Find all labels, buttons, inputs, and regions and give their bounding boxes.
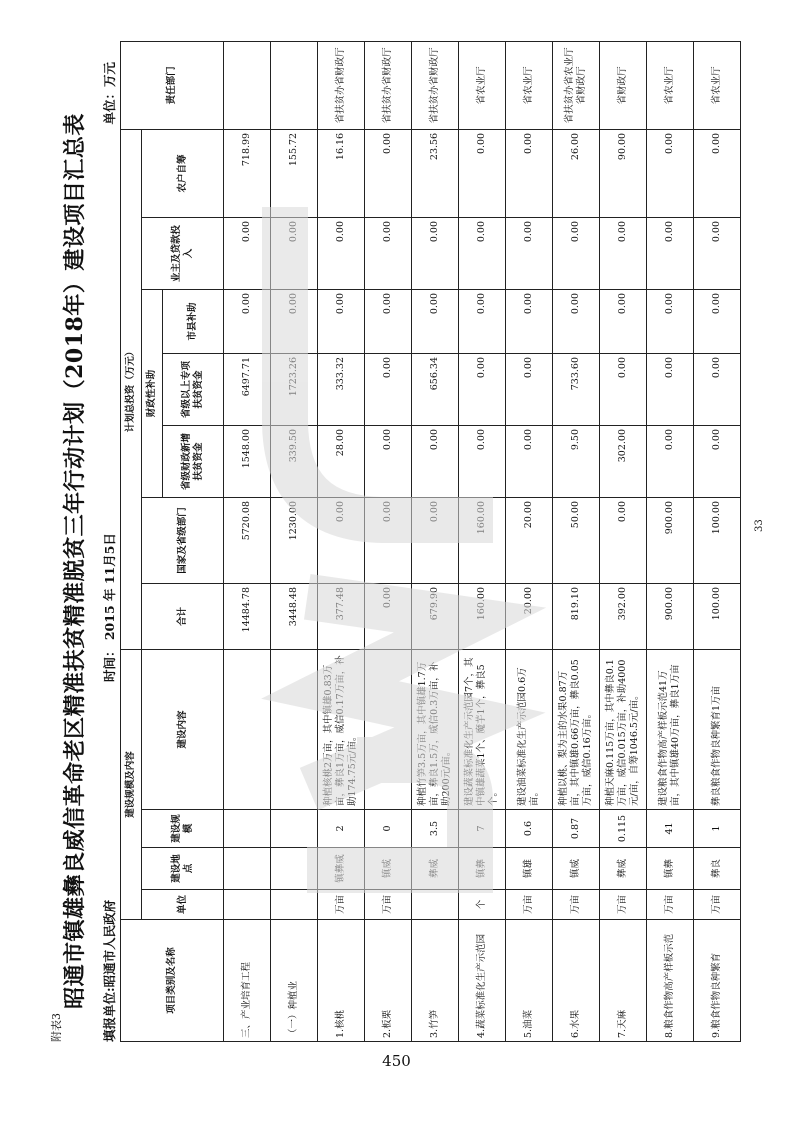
scale-cell: 3.5	[412, 810, 459, 848]
project-name: 9.粮食作物良种繁育	[694, 920, 741, 1042]
location-cell	[271, 848, 318, 890]
scale-cell: 0.6	[506, 810, 553, 848]
location-cell: 镇威	[553, 848, 600, 890]
dept-cell: 省农业厅	[506, 41, 553, 129]
provincial-new-cell: 0.00	[647, 425, 694, 497]
unit-cell: 个	[459, 890, 506, 920]
col-dept: 责任部门	[121, 41, 224, 129]
col-farmer: 农户自筹	[142, 129, 224, 217]
national-cell: 1230.00	[271, 497, 318, 583]
city-county-cell: 0.00	[600, 289, 647, 353]
unit-cell	[224, 890, 271, 920]
unit-cell: 万亩	[365, 890, 412, 920]
table-row	[412, 41, 459, 1041]
owner-loan-cell: 0.00	[600, 217, 647, 289]
total-cell: 819.10	[553, 583, 600, 649]
provincial-new-cell: 0.00	[412, 425, 459, 497]
provincial-special-cell: 0.00	[459, 353, 506, 425]
content-cell: 种植天麻0.115万亩，其中彝良0.1万亩，威信0.015万亩，补助4000元/亩，自筹1046.5元/亩。	[600, 649, 647, 809]
location-cell: 镇彝	[647, 848, 694, 890]
farmer-cell: 16.16	[318, 129, 365, 217]
total-cell: 0.00	[365, 583, 412, 649]
table-row	[694, 41, 741, 1041]
national-cell: 20.00	[506, 497, 553, 583]
appendix-label: 附表3	[50, 1013, 63, 1042]
provincial-new-cell: 0.00	[459, 425, 506, 497]
project-table	[120, 41, 741, 1042]
sub-header	[100, 42, 118, 1042]
table-row	[506, 41, 553, 1041]
content-cell: 彝良粮食作物良种繁育1万亩	[694, 649, 741, 809]
farmer-cell: 0.00	[694, 129, 741, 217]
content-cell	[224, 649, 271, 809]
city-county-cell: 0.00	[318, 289, 365, 353]
content-cell: 建设油菜标准化生产示范园0.6万亩。	[506, 649, 553, 809]
location-cell	[224, 848, 271, 890]
national-cell: 900.00	[647, 497, 694, 583]
provincial-special-cell: 656.34	[412, 353, 459, 425]
table-row	[459, 41, 506, 1041]
currency-unit: 单位：万元	[102, 62, 117, 125]
farmer-cell: 0.00	[459, 129, 506, 217]
national-cell: 0.00	[318, 497, 365, 583]
scale-cell: 0.87	[553, 810, 600, 848]
city-county-cell: 0.00	[647, 289, 694, 353]
unit-cell	[412, 890, 459, 920]
provincial-new-cell: 339.50	[271, 425, 318, 497]
provincial-special-cell: 0.00	[365, 353, 412, 425]
col-provincial-new: 省级财政新增扶贫资金	[163, 425, 224, 497]
col-scale: 建设规模	[142, 810, 224, 848]
dept-cell: 省财政厅	[600, 41, 647, 129]
provincial-new-cell: 0.00	[506, 425, 553, 497]
col-owner: 业主及贷款投入	[142, 217, 224, 289]
project-name: 三、产业培育工程	[224, 920, 271, 1042]
farmer-cell: 0.00	[365, 129, 412, 217]
dept-cell	[224, 41, 271, 129]
content-cell: 建设粮食作物高产样板示范41万亩，其中镇雄40万亩，彝良1万亩	[647, 649, 694, 809]
location-cell: 彝威	[412, 848, 459, 890]
dept-cell: 省扶贫办省农业厅省财政厅	[553, 41, 600, 129]
total-cell: 100.00	[694, 583, 741, 649]
project-name: 5.油菜	[506, 920, 553, 1042]
content-cell	[271, 649, 318, 809]
col-city-county: 市县补助	[163, 289, 224, 353]
content-cell: 种植核桃2万亩，其中镇雄0.83万亩，彝良1万亩，威信0.17万亩，补助174.75元/亩。	[318, 649, 365, 809]
provincial-special-cell: 733.60	[553, 353, 600, 425]
dept-cell: 省农业厅	[459, 41, 506, 129]
project-name: 7.天麻	[600, 920, 647, 1042]
location-cell: 镇雄	[506, 848, 553, 890]
content-cell	[365, 649, 412, 809]
owner-loan-cell: 0.00	[553, 217, 600, 289]
provincial-special-cell: 6497.71	[224, 353, 271, 425]
col-national: 国家及省级部门	[142, 497, 224, 583]
owner-loan-cell: 0.00	[224, 217, 271, 289]
owner-loan-cell: 0.00	[318, 217, 365, 289]
unit-cell: 万亩	[318, 890, 365, 920]
owner-loan-cell: 0.00	[459, 217, 506, 289]
total-cell: 20.00	[506, 583, 553, 649]
farmer-cell: 90.00	[600, 129, 647, 217]
provincial-special-cell: 0.00	[506, 353, 553, 425]
provincial-new-cell: 1548.00	[224, 425, 271, 497]
project-name: 8.粮食作物高产样板示范	[647, 920, 694, 1042]
content-cell: 建设蔬菜标准化生产示范园7个，其中镇雄蔬菜1个、魔芋1个，彝良5个。	[459, 649, 506, 809]
location-cell: 彝良	[694, 848, 741, 890]
table-row	[224, 41, 271, 1041]
farmer-cell: 0.00	[647, 129, 694, 217]
owner-loan-cell: 0.00	[506, 217, 553, 289]
provincial-special-cell: 0.00	[600, 353, 647, 425]
owner-loan-cell: 0.00	[365, 217, 412, 289]
unit-cell: 万亩	[506, 890, 553, 920]
scale-cell: 0	[365, 810, 412, 848]
scale-cell: 0.115	[600, 810, 647, 848]
location-cell: 彝威	[600, 848, 647, 890]
scale-cell: 1	[694, 810, 741, 848]
unit-cell: 万亩	[694, 890, 741, 920]
scale-cell	[224, 810, 271, 848]
national-cell: 160.00	[459, 497, 506, 583]
dept-cell: 省扶贫办省财政厅	[412, 41, 459, 129]
dept-cell: 省农业厅	[647, 41, 694, 129]
total-cell: 392.00	[600, 583, 647, 649]
city-county-cell: 0.00	[506, 289, 553, 353]
unit-cell	[271, 890, 318, 920]
city-county-cell: 0.00	[459, 289, 506, 353]
dept-cell: 省扶贫办省财政厅	[365, 41, 412, 129]
report-date: 时间： 2015 年 11月5日	[102, 533, 117, 682]
city-county-cell: 0.00	[224, 289, 271, 353]
national-cell: 0.00	[600, 497, 647, 583]
project-name: 6.水果	[553, 920, 600, 1042]
col-content: 建设内容	[142, 649, 224, 809]
farmer-cell: 23.56	[412, 129, 459, 217]
page-number: 450	[382, 1052, 411, 1070]
provincial-new-cell: 0.00	[694, 425, 741, 497]
col-total: 合计	[142, 583, 224, 649]
owner-loan-cell: 0.00	[412, 217, 459, 289]
reporting-unit: 填报单位:昭通市人民政府	[102, 899, 117, 1042]
provincial-special-cell: 0.00	[647, 353, 694, 425]
provincial-new-cell: 9.50	[553, 425, 600, 497]
col-fiscal: 财政性补助	[142, 289, 163, 497]
col-construction-scale: 建设规模及内容	[121, 649, 142, 919]
provincial-new-cell: 0.00	[365, 425, 412, 497]
dept-cell: 省农业厅	[694, 41, 741, 129]
table-row	[365, 41, 412, 1041]
provincial-new-cell: 302.00	[600, 425, 647, 497]
provincial-new-cell: 28.00	[318, 425, 365, 497]
table-row	[647, 41, 694, 1041]
content-cell: 种植以桃、梨为主的水果0.87万亩，其中镇雄0.66万亩，彝良0.05万亩，威信0.16万亩。	[553, 649, 600, 809]
table-row	[318, 41, 365, 1041]
owner-loan-cell: 0.00	[647, 217, 694, 289]
location-cell: 镇彝威	[318, 848, 365, 890]
unit-cell: 万亩	[647, 890, 694, 920]
farmer-cell: 26.00	[553, 129, 600, 217]
owner-loan-cell: 0.00	[271, 217, 318, 289]
city-county-cell: 0.00	[694, 289, 741, 353]
total-cell: 3448.48	[271, 583, 318, 649]
col-location: 建设地点	[142, 848, 224, 890]
national-cell: 100.00	[694, 497, 741, 583]
farmer-cell: 718.99	[224, 129, 271, 217]
table-row	[600, 41, 647, 1041]
project-name: （一）种植业	[271, 920, 318, 1042]
total-cell: 14484.78	[224, 583, 271, 649]
col-provincial-special: 省级以上专项扶贫资金	[163, 353, 224, 425]
project-name: 3.竹笋	[412, 920, 459, 1042]
scale-cell: 2	[318, 810, 365, 848]
project-name: 2.板栗	[365, 920, 412, 1042]
total-cell: 679.90	[412, 583, 459, 649]
scale-cell	[271, 810, 318, 848]
national-cell: 50.00	[553, 497, 600, 583]
project-name: 4.蔬菜标准化生产示范园	[459, 920, 506, 1042]
footnote-number: 33	[754, 519, 765, 532]
national-cell: 0.00	[412, 497, 459, 583]
national-cell: 0.00	[365, 497, 412, 583]
location-cell: 镇威	[365, 848, 412, 890]
dept-cell: 省扶贫办省财政厅	[318, 41, 365, 129]
total-cell: 160.00	[459, 583, 506, 649]
total-cell: 900.00	[647, 583, 694, 649]
col-unit: 单位	[142, 890, 224, 920]
city-county-cell: 0.00	[271, 289, 318, 353]
table-body	[224, 41, 741, 1041]
col-total-investment: 计划总投资（万元）	[121, 129, 142, 649]
table-row	[271, 41, 318, 1041]
dept-cell	[271, 41, 318, 129]
unit-cell: 万亩	[600, 890, 647, 920]
city-county-cell: 0.00	[412, 289, 459, 353]
col-project: 项目类别及名称	[121, 920, 224, 1042]
provincial-special-cell: 333.32	[318, 353, 365, 425]
owner-loan-cell: 0.00	[694, 217, 741, 289]
location-cell: 镇彝	[459, 848, 506, 890]
provincial-special-cell: 0.00	[694, 353, 741, 425]
city-county-cell: 0.00	[553, 289, 600, 353]
content-cell: 种植竹笋3.5万亩，其中镇雄1.7万亩，彝良1.5万，威信0.3万亩，补助200元/亩。	[412, 649, 459, 809]
scale-cell: 41	[647, 810, 694, 848]
provincial-special-cell: 1723.26	[271, 353, 318, 425]
farmer-cell: 0.00	[506, 129, 553, 217]
farmer-cell: 155.72	[271, 129, 318, 217]
unit-cell: 万亩	[553, 890, 600, 920]
city-county-cell: 0.00	[365, 289, 412, 353]
page-title: 昭通市镇雄彝良威信革命老区精准扶贫精准脱贫三年行动计划（2018年）建设项目汇总表	[62, 113, 88, 1009]
table-row	[553, 41, 600, 1041]
project-name: 1.核桃	[318, 920, 365, 1042]
national-cell: 5720.08	[224, 497, 271, 583]
scale-cell: 7	[459, 810, 506, 848]
total-cell: 377.48	[318, 583, 365, 649]
